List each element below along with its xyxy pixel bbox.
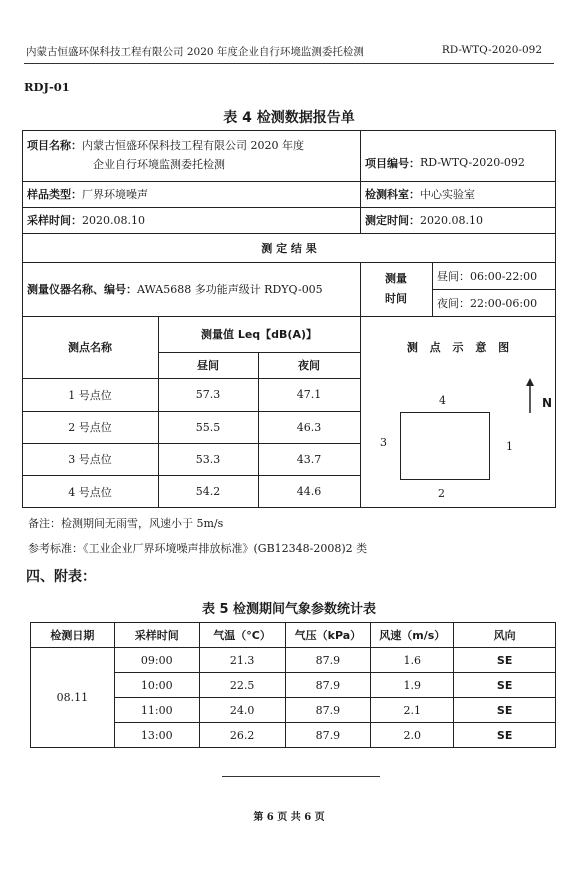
instrument-cell bbox=[22, 262, 360, 316]
header-title: 内蒙古恒盛环保科技工程有限公司 2020 年度企业自行环境监测委托检测 bbox=[26, 46, 364, 58]
table5-col-time: 采样时间 bbox=[114, 623, 199, 648]
reference-standard: 参考标准：《工业企业厂界环境噪声排放标准》(GB12348-2008)2 类 bbox=[28, 542, 368, 555]
table5-col-date: 检测日期 bbox=[31, 623, 115, 648]
test-time-value: 2020.08.10 bbox=[420, 213, 483, 227]
table5-temp: 24.0 bbox=[199, 698, 285, 723]
row4-night: 44.6 bbox=[296, 485, 322, 498]
table5-date-cell: 08.11 bbox=[31, 648, 115, 748]
table5-pressure: 87.9 bbox=[285, 698, 371, 723]
table5-wind-speed: 2.1 bbox=[371, 698, 454, 723]
table5-pressure: 87.9 bbox=[285, 648, 371, 673]
table5-pressure: 87.9 bbox=[285, 673, 371, 698]
diagram-point-2: 2 bbox=[438, 487, 445, 500]
header-divider bbox=[24, 63, 554, 64]
sample-type-label: 样品类型： bbox=[27, 188, 82, 201]
table5-time: 09:00 bbox=[114, 648, 199, 673]
project-number-label: 项目编号： bbox=[365, 156, 420, 170]
col-night-header: 夜间 bbox=[298, 359, 320, 372]
lab-cell bbox=[360, 181, 556, 207]
row3-point: 3 号点位 bbox=[68, 453, 112, 466]
col-point-header: 测点名称 bbox=[68, 341, 112, 354]
row1-day: 57.3 bbox=[195, 388, 221, 401]
project-name-cell bbox=[22, 130, 360, 181]
table5-wind-speed: 1.9 bbox=[371, 673, 454, 698]
row3-day: 53.3 bbox=[195, 452, 221, 466]
north-label: N bbox=[542, 396, 553, 410]
table5-temp: 22.5 bbox=[199, 673, 285, 698]
table5-wind-dir: SE bbox=[454, 673, 556, 698]
table5-pressure: 87.9 bbox=[285, 723, 371, 748]
table5-temp: 26.2 bbox=[199, 723, 285, 748]
table5-wind-dir: SE bbox=[454, 648, 556, 673]
sample-type-cell bbox=[22, 181, 360, 207]
table5-header-row bbox=[31, 623, 556, 648]
table5-col-wind-dir: 风向 bbox=[454, 623, 556, 648]
test-time-label: 测定时间： bbox=[365, 214, 420, 227]
header-report-number: RD-WTQ-2020-092 bbox=[441, 44, 542, 56]
row3-night: 43.7 bbox=[296, 452, 322, 466]
footer-divider bbox=[222, 776, 380, 777]
project-name-value-line2: 企业自行环境监测委托检测 bbox=[93, 158, 225, 171]
table5-temp: 21.3 bbox=[199, 648, 285, 673]
document-code: RDJ-01 bbox=[24, 80, 70, 94]
row4-point: 4 号点位 bbox=[68, 485, 112, 499]
row1-night: 47.1 bbox=[296, 388, 322, 401]
test-time-cell bbox=[360, 207, 556, 233]
appendix-heading: 四、附表： bbox=[26, 569, 96, 585]
measure-time-label-2: 时间 bbox=[385, 292, 407, 305]
table-row bbox=[31, 648, 556, 673]
results-heading: 测 定 结 果 bbox=[261, 241, 317, 255]
table5-col-wind-speed: 风速（m/s） bbox=[371, 623, 454, 648]
diagram-point-4: 4 bbox=[439, 394, 446, 407]
sample-type-value: 厂界环境噪声 bbox=[82, 188, 148, 201]
project-name-value-line1: 内蒙古恒盛环保科技工程有限公司 2020 年度 bbox=[82, 139, 304, 152]
table5-wind-dir: SE bbox=[454, 698, 556, 723]
lab-label: 检测科室： bbox=[365, 188, 420, 201]
measure-time-label-1: 测量 bbox=[385, 272, 407, 285]
instrument-value: AWA5688 多功能声级计 RDYQ-005 bbox=[137, 283, 323, 296]
project-number-cell bbox=[360, 130, 556, 181]
sampling-time-label: 采样时间： bbox=[27, 214, 82, 227]
col-diagram-header: 测 点 示 意 图 bbox=[406, 341, 510, 354]
row2-point: 2 号点位 bbox=[68, 421, 112, 434]
table5-time: 10:00 bbox=[114, 673, 199, 698]
col-value-header: 测量值 Leq【dB(A)】 bbox=[201, 328, 317, 341]
row4-day: 54.2 bbox=[195, 485, 221, 498]
sampling-time-value: 2020.08.10 bbox=[82, 213, 145, 227]
row2-day: 55.5 bbox=[195, 420, 221, 434]
table5-wind-speed: 2.0 bbox=[371, 723, 454, 748]
table5-col-temp: 气温（°C） bbox=[199, 623, 285, 648]
page-number: 第 6 页 共 6 页 bbox=[253, 812, 325, 823]
row2-night: 46.3 bbox=[296, 420, 322, 434]
table5-wind-dir: SE bbox=[454, 723, 556, 748]
site-boundary-rect bbox=[400, 412, 490, 480]
diagram-point-3: 3 bbox=[380, 436, 387, 449]
col-day-header: 昼间 bbox=[197, 359, 219, 372]
table5-col-pressure: 气压（kPa） bbox=[285, 623, 371, 648]
table5-title: 表 5 检测期间气象参数统计表 bbox=[201, 602, 377, 617]
table5 bbox=[30, 622, 556, 748]
instrument-label: 测量仪器名称、编号： bbox=[27, 283, 137, 296]
row1-point: 1 号点位 bbox=[68, 388, 112, 402]
north-arrow-icon bbox=[524, 378, 536, 414]
table5-wind-speed: 1.6 bbox=[371, 648, 454, 673]
table4-title: 表 4 检测数据报告单 bbox=[223, 110, 355, 126]
project-number-value: RD-WTQ-2020-092 bbox=[420, 156, 525, 169]
day-time-range: 昼间：06:00-22:00 bbox=[437, 269, 538, 283]
sampling-time-cell bbox=[22, 207, 360, 233]
night-time-range: 夜间：22:00-06:00 bbox=[437, 296, 538, 310]
note-text: 备注：检测期间无雨雪，风速小于 5m/s bbox=[28, 517, 224, 530]
measure-time-label bbox=[360, 262, 432, 316]
lab-value: 中心实验室 bbox=[420, 188, 475, 201]
project-name-label: 项目名称： bbox=[27, 139, 82, 152]
diagram-point-1: 1 bbox=[506, 440, 513, 453]
table5-time: 11:00 bbox=[114, 698, 199, 723]
table5-time: 13:00 bbox=[114, 723, 199, 748]
